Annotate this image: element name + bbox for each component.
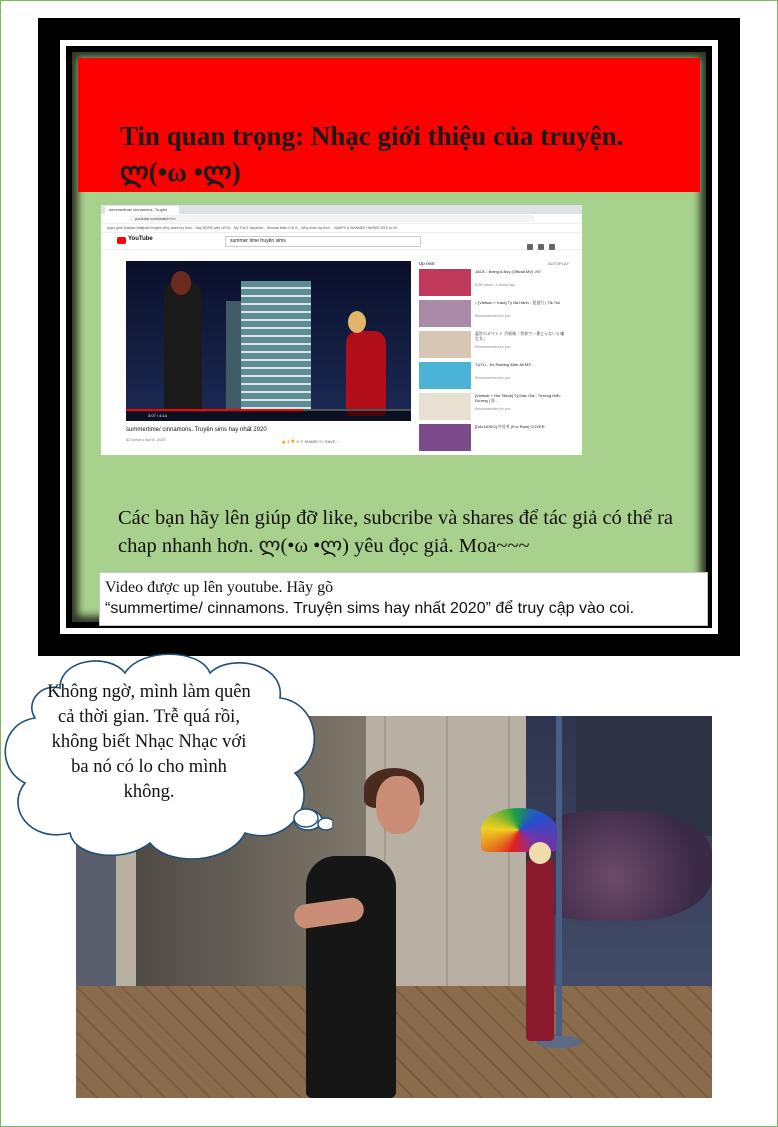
youtube-screenshot (101, 205, 582, 455)
browser-tab: summertime/ cinnamons. Truyện (105, 206, 179, 214)
up-next-item (419, 424, 569, 451)
note-line-1: Video được up lên youtube. Hãy gõ (105, 579, 334, 596)
up-next-list (419, 261, 569, 451)
frame-white-border (60, 40, 718, 634)
up-next-item (419, 300, 569, 327)
thought-bubble (0, 648, 332, 868)
video-building (241, 281, 311, 411)
video-player (126, 261, 411, 421)
up-next-item (419, 269, 569, 296)
video-actions: 👍 4 👎 0 ↗ SHARE ≡+ SAVE ··· (281, 439, 341, 444)
banner-title: Tin quan trọng: Nhạc giới thiệu của truyện. ლ(•ω •ლ) (120, 121, 624, 187)
up-next-title: [DALNOKO] 머리귀 (Fox Rain) COVER (475, 424, 545, 429)
scene-woman-body (306, 856, 396, 1098)
video-title: summertime/ cinnamons. Truyện sims hay nhất 2020 (126, 427, 267, 433)
youtube-header-icons (522, 237, 572, 245)
autoplay-label: AUTOPLAY (548, 261, 569, 266)
video-controls: 3:07 / 4:14 (126, 411, 411, 421)
note-line-2: “summertime/ cinnamons. Truyện sims hay nhất 2020” để truy cập vào coi. (105, 600, 635, 617)
avatar-icon (549, 244, 555, 250)
grid-icon (527, 244, 533, 250)
video-woman-head (348, 311, 366, 333)
up-next-thumbnail (419, 300, 471, 327)
up-next-thumbnail (419, 393, 471, 420)
thought-text: Không ngờ, mình làm quên cả thời gian. Trễ quá rồi, không biết Nhạc Nhạc với ba nó có lo cho mình không. (47, 682, 251, 802)
up-next-thumbnail (419, 362, 471, 389)
up-next-item (419, 393, 569, 420)
up-next-meta: Recommended for you (475, 376, 511, 380)
up-next-title: TUYU - It's Raining After All MV (475, 362, 531, 367)
scene-girl-body (526, 856, 554, 1041)
video-meta: 62 views • Apr 8, 2020 (126, 437, 166, 442)
up-next-thumbnail (419, 331, 471, 358)
address-bar: youtube.com/watch?v= (129, 215, 535, 222)
announcement-panel (72, 52, 706, 622)
up-next-label: Up next (419, 261, 435, 266)
browser-toolbar (101, 214, 582, 224)
frame-inner-border (66, 46, 712, 628)
up-next-meta: Recommended for you (475, 345, 511, 349)
youtube-logo-text: YouTube (128, 236, 153, 242)
up-next-header (419, 261, 569, 269)
up-next-meta: Recommended for you (475, 407, 511, 411)
up-next-title: 蓋世のカマトト 月姫様「世界で一番じゃないと嫌な女」 (475, 331, 565, 341)
up-next-title: ♪ [Vietsub + Kara] Tý Bà Hành - 琵琶行 | Tik Tok (475, 300, 561, 305)
up-next-meta: 8.5M views • 4 weeks ago (475, 283, 516, 287)
request-text: Các bạn hãy lên giúp đỡ like, subcribe và shares để tác giả có thể ra chap nhanh hơn. ლ(•ω •ლ) yêu đọc giả. Moa~~~ (118, 507, 674, 557)
announcement-frame (38, 18, 740, 656)
video-man (164, 281, 202, 411)
browser-tab-bar (101, 205, 582, 214)
bell-icon (538, 244, 544, 250)
up-next-title: JACK - Being A Boy (Official MV) J97 (475, 269, 541, 274)
up-next-item (419, 331, 569, 358)
scene-lamp-pole (556, 716, 562, 1046)
up-next-item (419, 362, 569, 389)
youtube-search-box: summer time truyện sims (225, 236, 421, 247)
bookmarks-bar: Apps gmk Watpad Wattpad Images Why does my floor... Say MORE with LESS... My Trai 3 Vayanha... Senada Main Full S... Why does my floor... VAMPS & WANNES HARMS 2015 for M... (101, 224, 582, 233)
title-banner (78, 58, 700, 192)
up-next-meta: Recommended for you (475, 314, 511, 318)
up-next-thumbnail (419, 269, 471, 296)
up-next-title: [Vietsub + Hot Tiktok] Tỳ Mạc Già - Trương Hiểu Đường | 苏... (475, 393, 561, 403)
youtube-header (101, 233, 582, 250)
video-woman (346, 331, 386, 416)
scene-woman-head (376, 776, 420, 834)
scene-girl-head (529, 842, 551, 864)
youtube-logo-icon (117, 237, 126, 244)
video-man-head (171, 271, 191, 295)
up-next-thumbnail (419, 424, 471, 451)
note-box (99, 572, 708, 626)
